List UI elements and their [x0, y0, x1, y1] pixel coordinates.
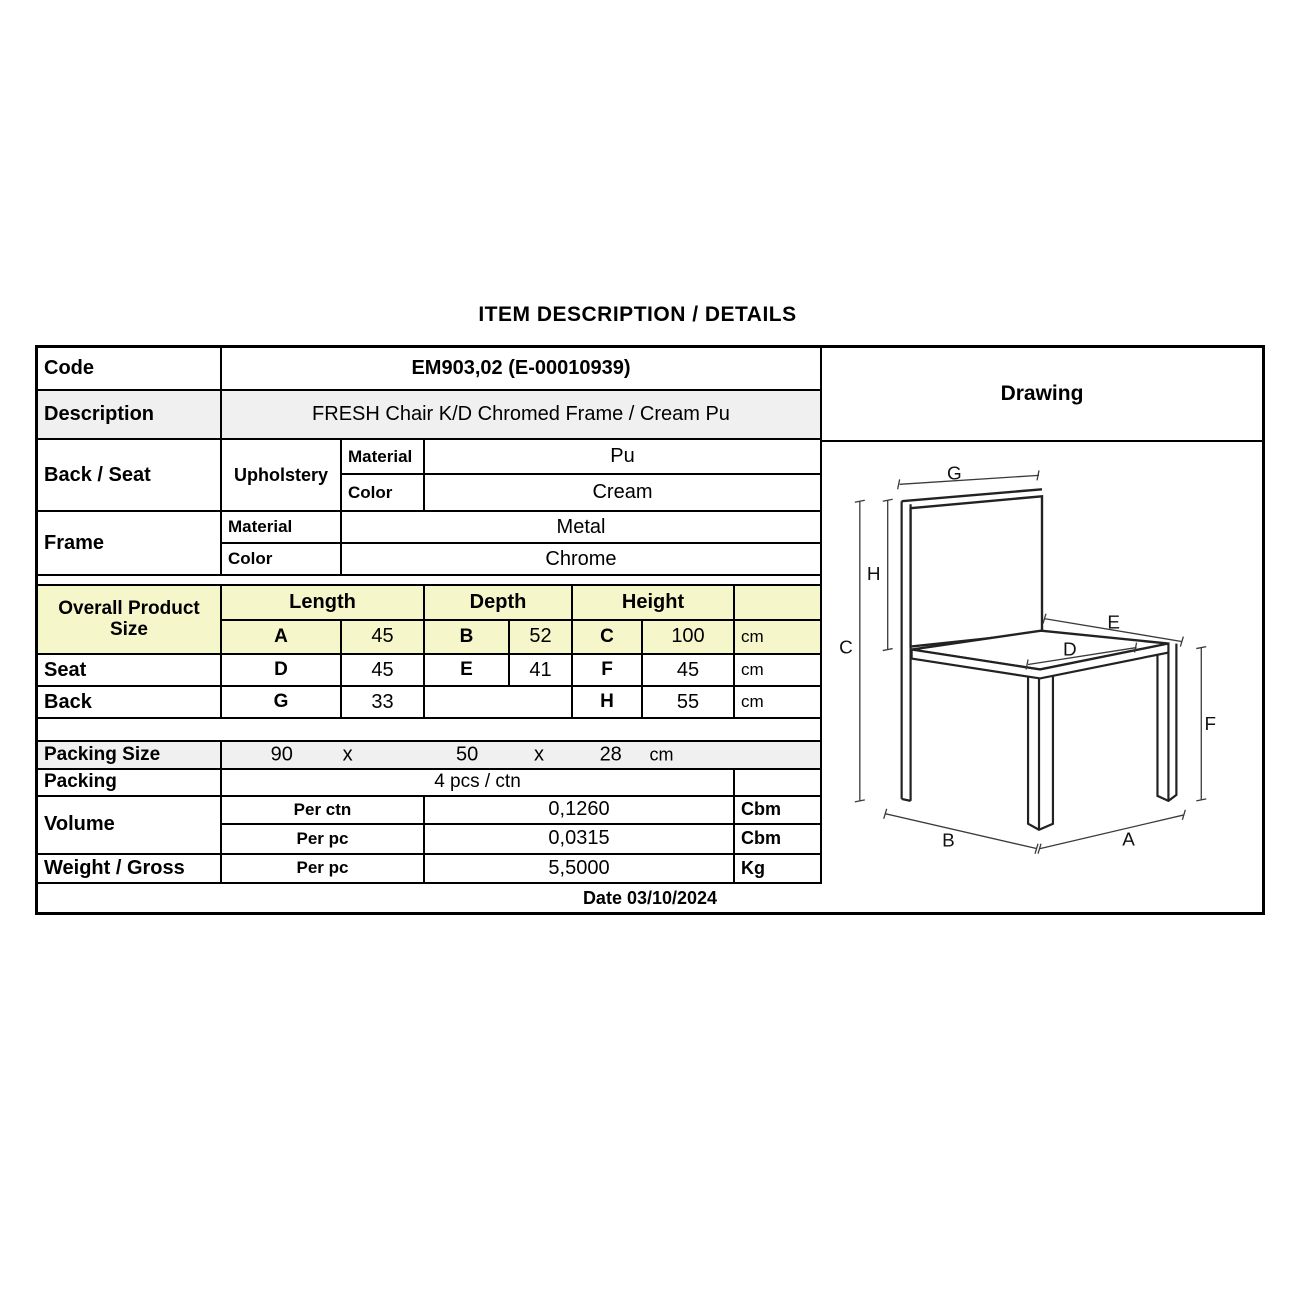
frame-material-row	[222, 512, 820, 544]
dim-label-e: E	[1107, 612, 1120, 634]
seat-label: Seat	[38, 655, 222, 685]
back-seat-rows	[342, 440, 820, 510]
upholstery-material-label: Material	[342, 440, 425, 473]
upholstery-color-value: Cream	[592, 481, 653, 504]
drawing-canvas	[822, 442, 1262, 884]
packing-row	[38, 770, 820, 797]
back-row	[38, 687, 820, 719]
overall-unit: cm	[741, 626, 764, 646]
overall-values-row	[222, 621, 820, 653]
overall-size-label	[38, 586, 222, 653]
back-empty-cell	[425, 687, 573, 717]
frame-label: Frame	[38, 512, 222, 574]
overall-size-section	[38, 586, 820, 655]
back-seat-section	[38, 440, 820, 512]
description-label: Description	[38, 391, 222, 439]
dim-a-key: A	[222, 621, 342, 653]
dim-h-key: H	[573, 687, 643, 717]
dim-f-value: 45	[643, 655, 735, 685]
length-header: Length	[222, 586, 425, 619]
dim-b-key: B	[425, 621, 510, 653]
packing-label: Packing	[38, 770, 222, 795]
dim-label-f: F	[1204, 714, 1217, 736]
upholstery-label: Upholstery	[222, 440, 342, 510]
frame-color-row	[222, 544, 820, 574]
frame-material-value: Metal	[556, 515, 606, 538]
dim-d-value: 45	[342, 655, 425, 685]
weight-per-label: Per pc	[222, 855, 425, 882]
dim-d-key: D	[222, 655, 342, 685]
back-label: Back	[38, 687, 222, 717]
date-row: Date 03/10/2024	[582, 887, 718, 908]
dim-label-b: B	[942, 830, 955, 852]
packing-size-depth: 50	[456, 743, 479, 766]
packing-size-unit: cm	[649, 744, 674, 765]
description-row	[38, 391, 820, 441]
frame-section	[38, 512, 820, 576]
spec-table-main	[38, 348, 1262, 884]
packing-size-row	[38, 742, 820, 769]
per-pc-unit: Cbm	[741, 828, 781, 849]
packing-size-length: 90	[270, 743, 293, 766]
weight-unit: Kg	[741, 857, 765, 878]
dim-h-value: 55	[643, 687, 735, 717]
dim-c-value: 100	[643, 621, 735, 653]
per-ctn-value: 0,1260	[425, 797, 735, 823]
per-pc-value: 0,0315	[425, 825, 735, 853]
dim-g-value: 33	[342, 687, 425, 717]
spec-table	[35, 345, 1265, 915]
volume-per-ctn-row	[222, 797, 820, 825]
upholstery-color-row	[342, 475, 820, 510]
dim-label-g: G	[947, 463, 962, 485]
seat-unit: cm	[741, 660, 764, 680]
dim-e-value: 41	[510, 655, 573, 685]
spec-table-left	[38, 348, 822, 884]
depth-header: Depth	[425, 586, 573, 619]
dim-f-key: F	[573, 655, 643, 685]
frame-color-value: Chrome	[545, 547, 617, 570]
packing-size-label: Packing Size	[38, 742, 222, 767]
volume-label: Volume	[38, 797, 222, 853]
packing-empty-cell	[735, 770, 820, 795]
chair-drawing	[822, 442, 1262, 884]
upholstery-material-value: Pu	[610, 445, 635, 468]
description-value: FRESH Chair K/D Chromed Frame / Cream Pu	[312, 402, 730, 425]
weight-label: Weight / Gross	[38, 855, 222, 882]
volume-section	[38, 797, 820, 855]
back-unit: cm	[741, 692, 764, 712]
packing-size-x2: x	[533, 743, 544, 766]
dim-label-c: C	[839, 637, 853, 659]
dimension-header-row	[222, 586, 820, 621]
page-title: ITEM DESCRIPTION / DETAILS	[478, 303, 797, 326]
per-ctn-unit: Cbm	[741, 799, 781, 820]
packing-size-height: 28	[599, 743, 622, 766]
header-empty-cell	[735, 586, 820, 619]
weight-row	[38, 855, 820, 884]
dim-a-value: 45	[342, 621, 425, 653]
overall-size-label-line2: Size	[109, 619, 149, 641]
upholstery-color-label: Color	[342, 475, 425, 510]
volume-per-pc-row	[222, 825, 820, 853]
per-pc-label: Per pc	[222, 825, 425, 853]
drawing-section	[822, 348, 1262, 884]
packing-value: 4 pcs / ctn	[222, 770, 735, 795]
drawing-header: Drawing	[822, 348, 1262, 442]
dim-label-a: A	[1122, 829, 1135, 851]
frame-material-label: Material	[222, 512, 342, 542]
frame-rows	[222, 512, 820, 574]
seat-row	[38, 655, 820, 687]
dim-c-key: C	[573, 621, 643, 653]
dim-label-d: D	[1063, 639, 1077, 661]
dim-b-value: 52	[510, 621, 573, 653]
packing-size-value	[222, 742, 820, 767]
dim-e-key: E	[425, 655, 510, 685]
dim-label-h: H	[866, 563, 881, 585]
packing-size-x1: x	[342, 743, 353, 766]
dim-g-key: G	[222, 687, 342, 717]
frame-color-label: Color	[222, 544, 342, 574]
code-row	[38, 348, 820, 391]
code-label: Code	[38, 348, 222, 389]
overall-size-label-line1: Overall Product	[58, 597, 200, 619]
code-value: EM903,02 (E-00010939)	[411, 356, 631, 379]
back-seat-label: Back / Seat	[38, 440, 222, 510]
overall-size-rows	[222, 586, 820, 653]
weight-value: 5,5000	[425, 855, 735, 882]
upholstery-material-row	[342, 440, 820, 475]
spacer-row-2	[38, 719, 820, 742]
height-header: Height	[573, 586, 735, 619]
spacer-row	[38, 576, 820, 586]
volume-rows	[222, 797, 820, 853]
per-ctn-label: Per ctn	[222, 797, 425, 823]
